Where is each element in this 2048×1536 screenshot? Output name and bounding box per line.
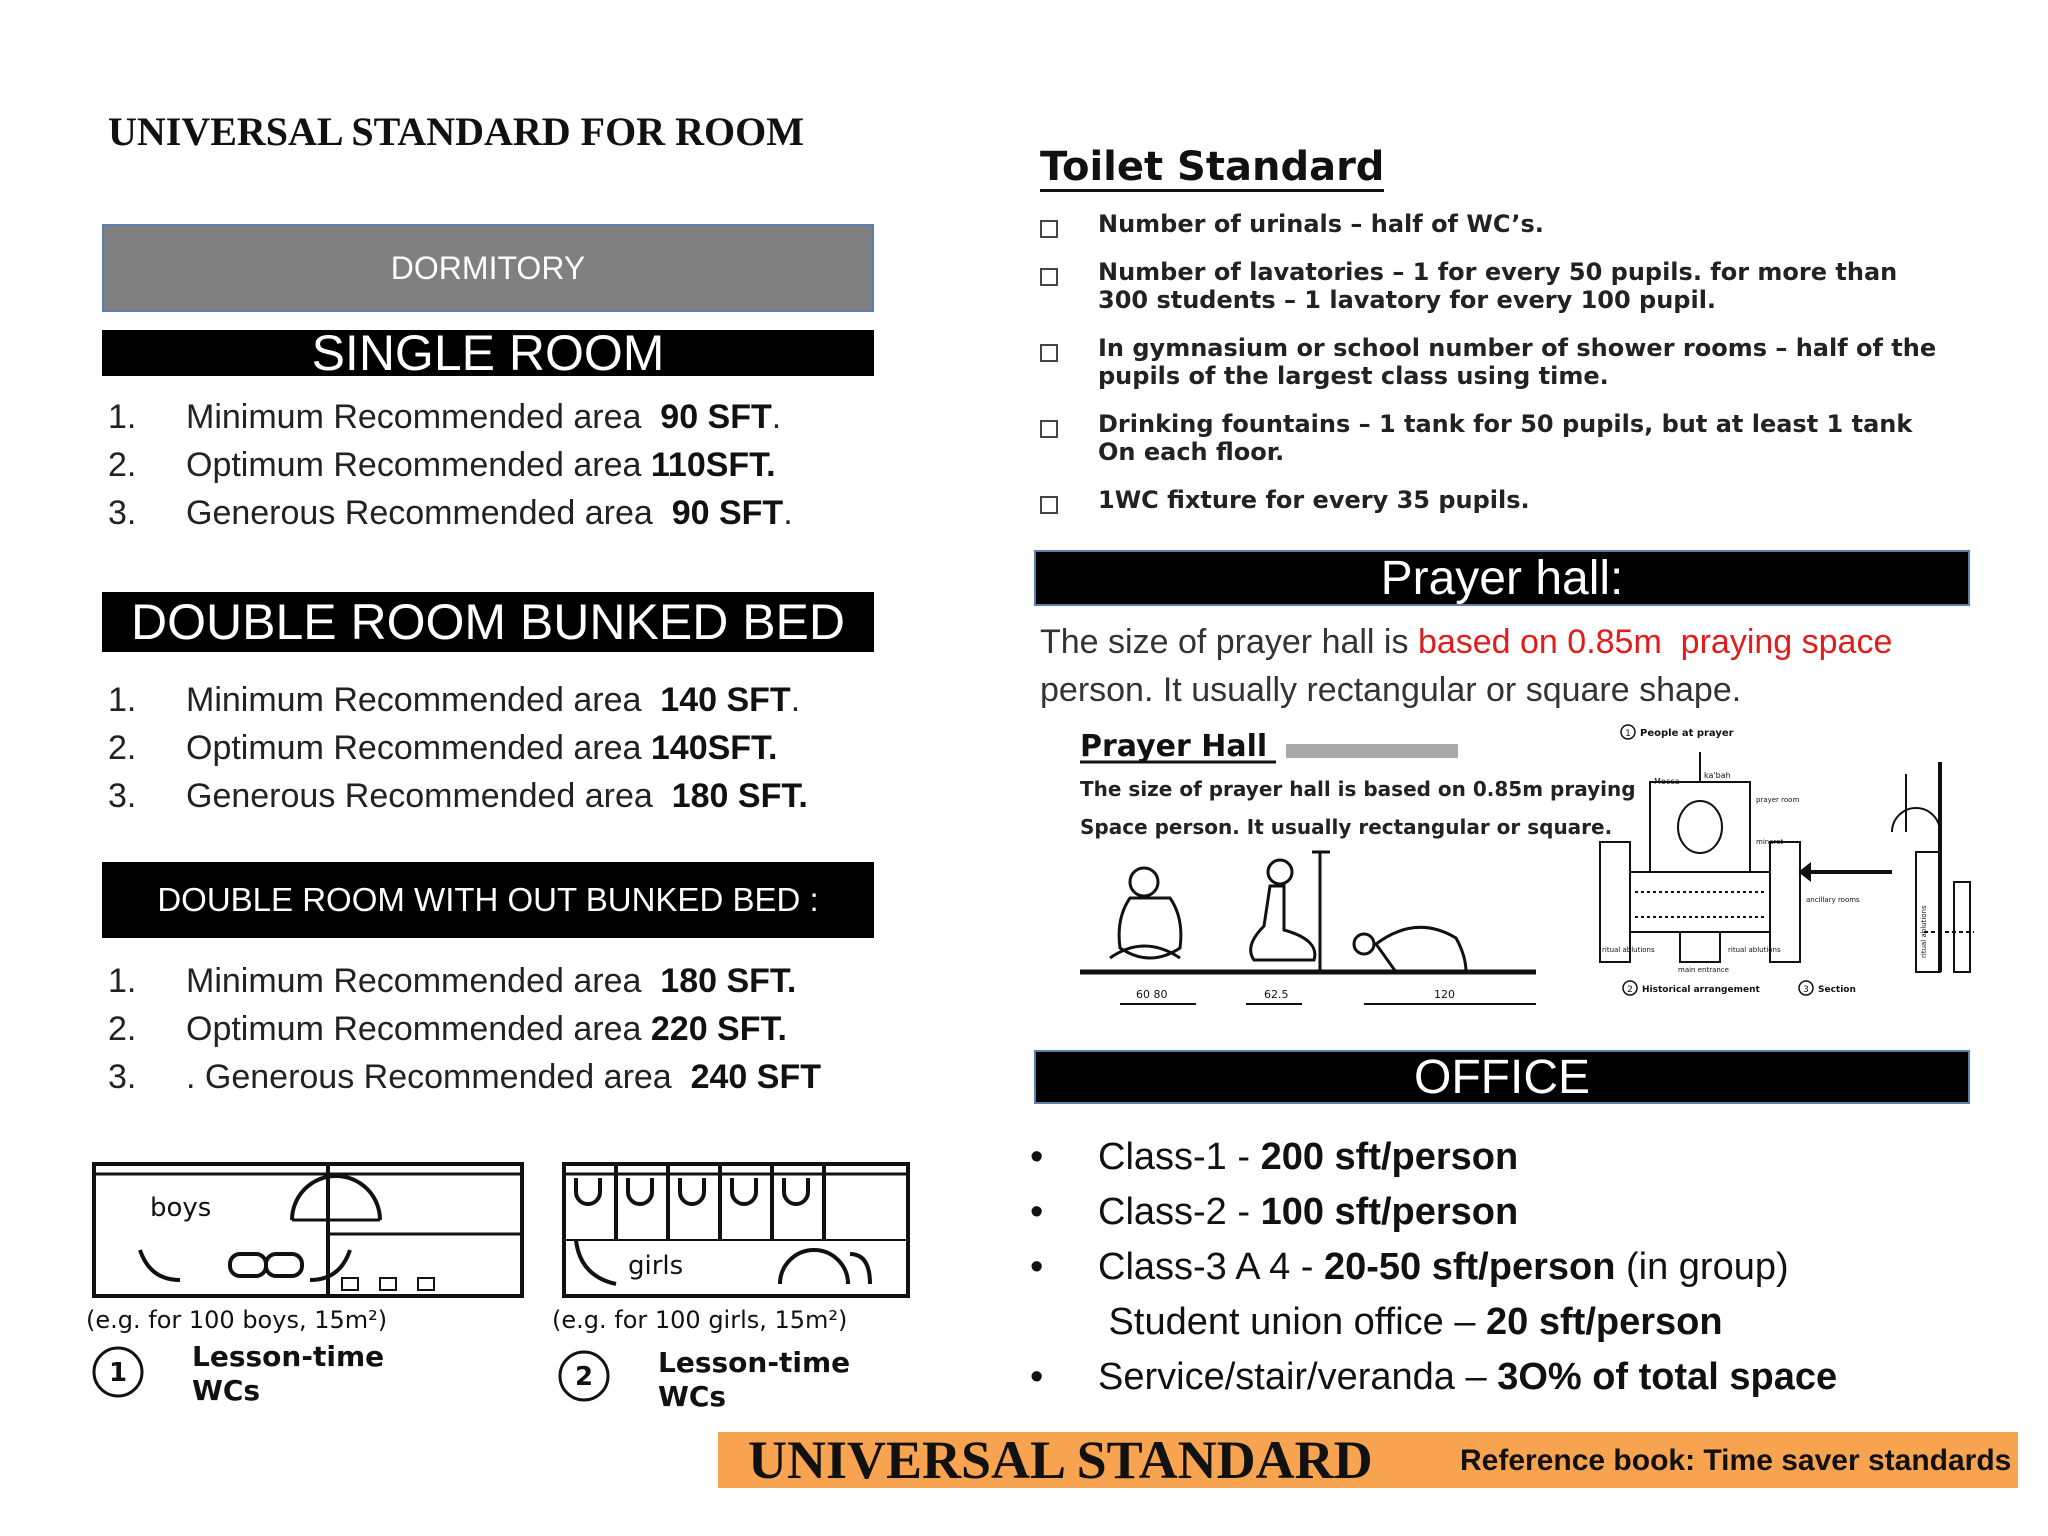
plan-minaret: minaret bbox=[1756, 838, 1784, 846]
plan-mecca: Mecca bbox=[1654, 777, 1680, 786]
list-item: Drinking fountains – 1 tank for 50 pupils, but at least 1 tank On each floor. bbox=[1040, 410, 1940, 466]
plan-prayer-room: prayer room bbox=[1756, 796, 1800, 804]
title-rule bbox=[1286, 744, 1458, 758]
double-no-bunk-heading: DOUBLE ROOM WITH OUT BUNKED BED : bbox=[102, 862, 874, 938]
plan-num-1: 1 bbox=[1625, 729, 1631, 739]
list-item: 3. Generous Recommended area 90 SFT . bbox=[108, 494, 793, 532]
footer-title: UNIVERSAL STANDARD bbox=[748, 1430, 1373, 1490]
toilet-standard-list bbox=[1040, 210, 1940, 534]
plan-kaaba: ka'bah bbox=[1704, 771, 1731, 780]
girls-caption: (e.g. for 100 girls, 15m²) bbox=[552, 1306, 848, 1334]
double-no-bunk-list bbox=[108, 957, 821, 1101]
list-item: • Class-3 A 4 - 20-50 sft/person (in group) bbox=[1030, 1246, 1789, 1288]
office-heading: OFFICE bbox=[1034, 1050, 1970, 1104]
plan-num-2: 2 bbox=[1627, 985, 1633, 995]
list-item: • Service/stair/veranda – 3O% of total space bbox=[1030, 1356, 1838, 1398]
list-item: 1. Minimum Recommended area 180 SFT. bbox=[108, 962, 797, 1000]
boys-caption: (e.g. for 100 boys, 15m²) bbox=[86, 1306, 388, 1334]
plan-main-entrance: main entrance bbox=[1678, 966, 1729, 974]
list-item: • Class-2 - 100 sft/person bbox=[1030, 1191, 1519, 1233]
dim-seated: 60 80 bbox=[1136, 988, 1168, 1001]
plan-ablutions-right: ritual ablutions bbox=[1728, 946, 1781, 954]
toilet-standard-title: Toilet Standard bbox=[1040, 144, 1385, 190]
list-item: 2. Optimum Recommended area 140SFT. bbox=[108, 729, 778, 767]
plan-ancillary: ancillary rooms bbox=[1806, 896, 1860, 904]
single-room-list bbox=[108, 393, 793, 537]
girls-title-1: Lesson-time bbox=[658, 1346, 851, 1379]
section-ablutions: ritual ablutions bbox=[1920, 905, 1928, 958]
list-item: 3. . Generous Recommended area 240 SFT bbox=[108, 1058, 821, 1096]
girls-number: 2 bbox=[574, 1362, 594, 1392]
list-item: 1. Minimum Recommended area 140 SFT . bbox=[108, 681, 801, 719]
plan-section: Section bbox=[1818, 985, 1856, 995]
list-item: Student union office – 20 sft/person bbox=[1098, 1301, 1723, 1343]
boys-room-label: boys bbox=[150, 1193, 212, 1223]
dormitory-header: DORMITORY bbox=[102, 224, 874, 312]
boys-title-2: WCs bbox=[192, 1374, 261, 1407]
list-item: 1WC fixture for every 35 pupils. bbox=[1040, 486, 1940, 514]
list-item: 2. Optimum Recommended area 110SFT. bbox=[108, 446, 776, 484]
page-title: UNIVERSAL STANDARD FOR ROOM bbox=[108, 109, 804, 154]
list-item: 1. Minimum Recommended area 90 SFT . bbox=[108, 398, 782, 436]
boys-title-1: Lesson-time bbox=[192, 1340, 385, 1373]
plan-historical: Historical arrangement bbox=[1642, 985, 1760, 995]
figure-title: Prayer Hall bbox=[1080, 729, 1268, 764]
checkbox-bullet-icon bbox=[1040, 344, 1058, 362]
checkbox-bullet-icon bbox=[1040, 420, 1058, 438]
list-item: In gymnasium or school number of shower rooms – half of the pupils of the largest class using time. bbox=[1040, 334, 1940, 390]
list-item: Number of urinals – half of WC’s. bbox=[1040, 210, 1940, 238]
boys-number: 1 bbox=[108, 1358, 128, 1388]
prayer-hall-description: The size of prayer hall is based on 0.85m praying space person. It usually rectangular or square shape. bbox=[1040, 623, 1902, 709]
checkbox-bullet-icon bbox=[1040, 496, 1058, 514]
list-item: 3. Generous Recommended area 180 SFT. bbox=[108, 777, 808, 815]
boys-wc-plan bbox=[94, 1164, 522, 1296]
list-item: 2. Optimum Recommended area 220 SFT. bbox=[108, 1010, 787, 1048]
dim-prostrate: 120 bbox=[1434, 988, 1455, 1001]
prayer-hall-figure bbox=[1080, 722, 1980, 1022]
girls-wc-plan bbox=[564, 1164, 908, 1296]
single-room-heading: SINGLE ROOM bbox=[102, 330, 874, 376]
figure-line-2: Space person. It usually rectangular or square. bbox=[1080, 815, 1613, 839]
figure-line-1: The size of prayer hall is based on 0.85m praying bbox=[1080, 777, 1636, 801]
mosque-section-drawing bbox=[1800, 762, 1974, 972]
lesson-time-wc-diagrams bbox=[80, 1150, 980, 1430]
list-item: Number of lavatories – 1 for every 50 pupils. for more than 300 students – 1 lavatory for every 100 pupil. bbox=[1040, 258, 1940, 314]
prayer-hall-heading: Prayer hall: bbox=[1034, 550, 1970, 606]
girls-title-2: WCs bbox=[658, 1380, 727, 1413]
dim-kneeling: 62.5 bbox=[1264, 988, 1289, 1001]
girls-room-label: girls bbox=[628, 1251, 684, 1281]
checkbox-bullet-icon bbox=[1040, 268, 1058, 286]
double-bunked-heading: DOUBLE ROOM BUNKED BED bbox=[102, 592, 874, 652]
office-list bbox=[1030, 1130, 1990, 1405]
plan-num-3: 3 bbox=[1803, 985, 1809, 995]
list-item: • Class-1 - 200 sft/person bbox=[1030, 1136, 1519, 1178]
footer-reference: Reference book: Time saver standards bbox=[1460, 1444, 2012, 1477]
plan-people-label: People at prayer bbox=[1640, 728, 1734, 739]
plan-ablutions-left: ritual ablutions bbox=[1602, 946, 1655, 954]
praying-people-illustration bbox=[1080, 852, 1536, 972]
checkbox-bullet-icon bbox=[1040, 220, 1058, 238]
double-bunked-list bbox=[108, 676, 808, 820]
